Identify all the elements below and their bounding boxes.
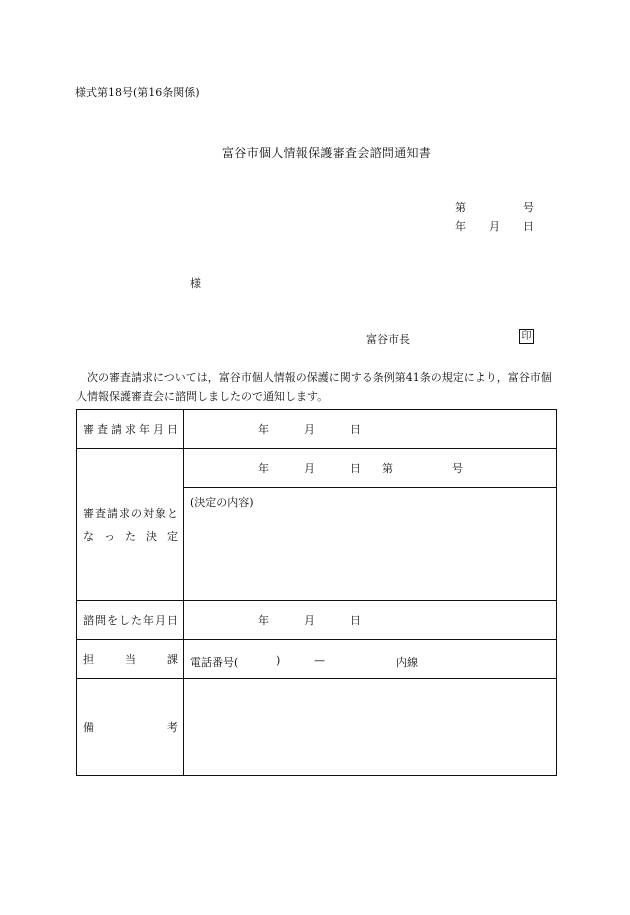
row-inquiry-date: [77, 601, 557, 640]
label-char: 日: [167, 614, 178, 627]
r3-nen: 年: [258, 614, 269, 627]
body-text: 次の審査請求については，富谷市個人情報の保護に関する条例第41条の規定により，富谷市個人情報保護審査会に諮問しましたので通知します。: [76, 371, 552, 403]
label-decision: [77, 449, 184, 601]
label-char: を: [107, 614, 118, 627]
addressee-honorific: 様: [190, 277, 201, 290]
label-char: 審: [83, 423, 94, 436]
label-char: 年: [143, 614, 154, 627]
label-department: [77, 640, 184, 679]
r3-tsuki: 月: [304, 614, 315, 627]
ref-go: 号: [523, 201, 534, 214]
form-number: 様式第18号(第16条関係): [75, 86, 200, 99]
label-char: 査: [97, 423, 108, 436]
label-char: た: [131, 614, 142, 627]
value-request-date: [184, 410, 557, 449]
label-inquiry-date: [77, 601, 184, 640]
label-char: 決: [146, 530, 157, 543]
r1-nen: 年: [258, 423, 269, 436]
label-char: の: [131, 507, 142, 520]
label-char: 定: [167, 530, 178, 543]
label-char: 考: [167, 721, 178, 734]
label-char: 年: [139, 423, 150, 436]
mayor-title: 富谷市長: [366, 333, 410, 346]
value-decision-content: [184, 488, 557, 601]
label-char: し: [119, 614, 130, 627]
r2-dai: 第: [382, 462, 393, 475]
r2-nen: 年: [258, 462, 269, 475]
label-char: 月: [155, 614, 166, 627]
r3-hi: 日: [350, 614, 361, 627]
document-title: 富谷市個人情報保護審査会諮問通知書: [222, 146, 432, 160]
label-remarks: [77, 679, 184, 776]
label-char: っ: [104, 530, 115, 543]
label-char: 象: [155, 507, 166, 520]
label-char: と: [167, 507, 178, 520]
extension-label: 内線: [396, 656, 418, 669]
label-char: 問: [95, 614, 106, 627]
label-char: 諮: [83, 614, 94, 627]
value-remarks: [184, 679, 557, 776]
date-hi: 日: [523, 220, 534, 233]
issue-date: [455, 218, 534, 234]
ref-dai: 第: [455, 201, 466, 214]
row-department: [77, 640, 557, 679]
r1-tsuki: 月: [304, 423, 315, 436]
form-table: [76, 409, 557, 776]
label-char: 対: [143, 507, 154, 520]
decision-content-label: (決定の内容): [190, 496, 254, 509]
label-char: 求: [119, 507, 130, 520]
label-char: 当: [125, 653, 136, 666]
phone-dash: —: [314, 654, 325, 667]
label-char: 課: [167, 653, 178, 666]
value-inquiry-date: [184, 601, 557, 640]
label-char: た: [125, 530, 136, 543]
r2-tsuki: 月: [304, 462, 315, 475]
r2-go: 号: [452, 462, 463, 475]
label-char: 請: [107, 507, 118, 520]
label-char: 審: [83, 507, 94, 520]
phone-label: 電話番号(: [190, 656, 239, 669]
label-char: な: [83, 530, 94, 543]
row-request-date: [77, 410, 557, 449]
label-char: 求: [125, 423, 136, 436]
date-tsuki: 月: [489, 220, 500, 233]
label-char: 月: [153, 423, 164, 436]
r2-hi: 日: [350, 462, 361, 475]
r1-hi: 日: [350, 423, 361, 436]
label-char: 備: [83, 721, 94, 734]
date-nen: 年: [455, 220, 466, 233]
phone-close: ): [276, 654, 281, 667]
reference-number: [455, 199, 534, 215]
label-char: 請: [111, 423, 122, 436]
seal-mark: 印: [519, 329, 534, 344]
label-char: 査: [95, 507, 106, 520]
label-request-date: [77, 410, 184, 449]
value-department: [184, 640, 557, 679]
row-decision-a: [77, 449, 557, 488]
value-decision-date: [184, 449, 557, 488]
label-char: 日: [167, 423, 178, 436]
row-remarks: [77, 679, 557, 776]
label-char: 担: [83, 653, 94, 666]
